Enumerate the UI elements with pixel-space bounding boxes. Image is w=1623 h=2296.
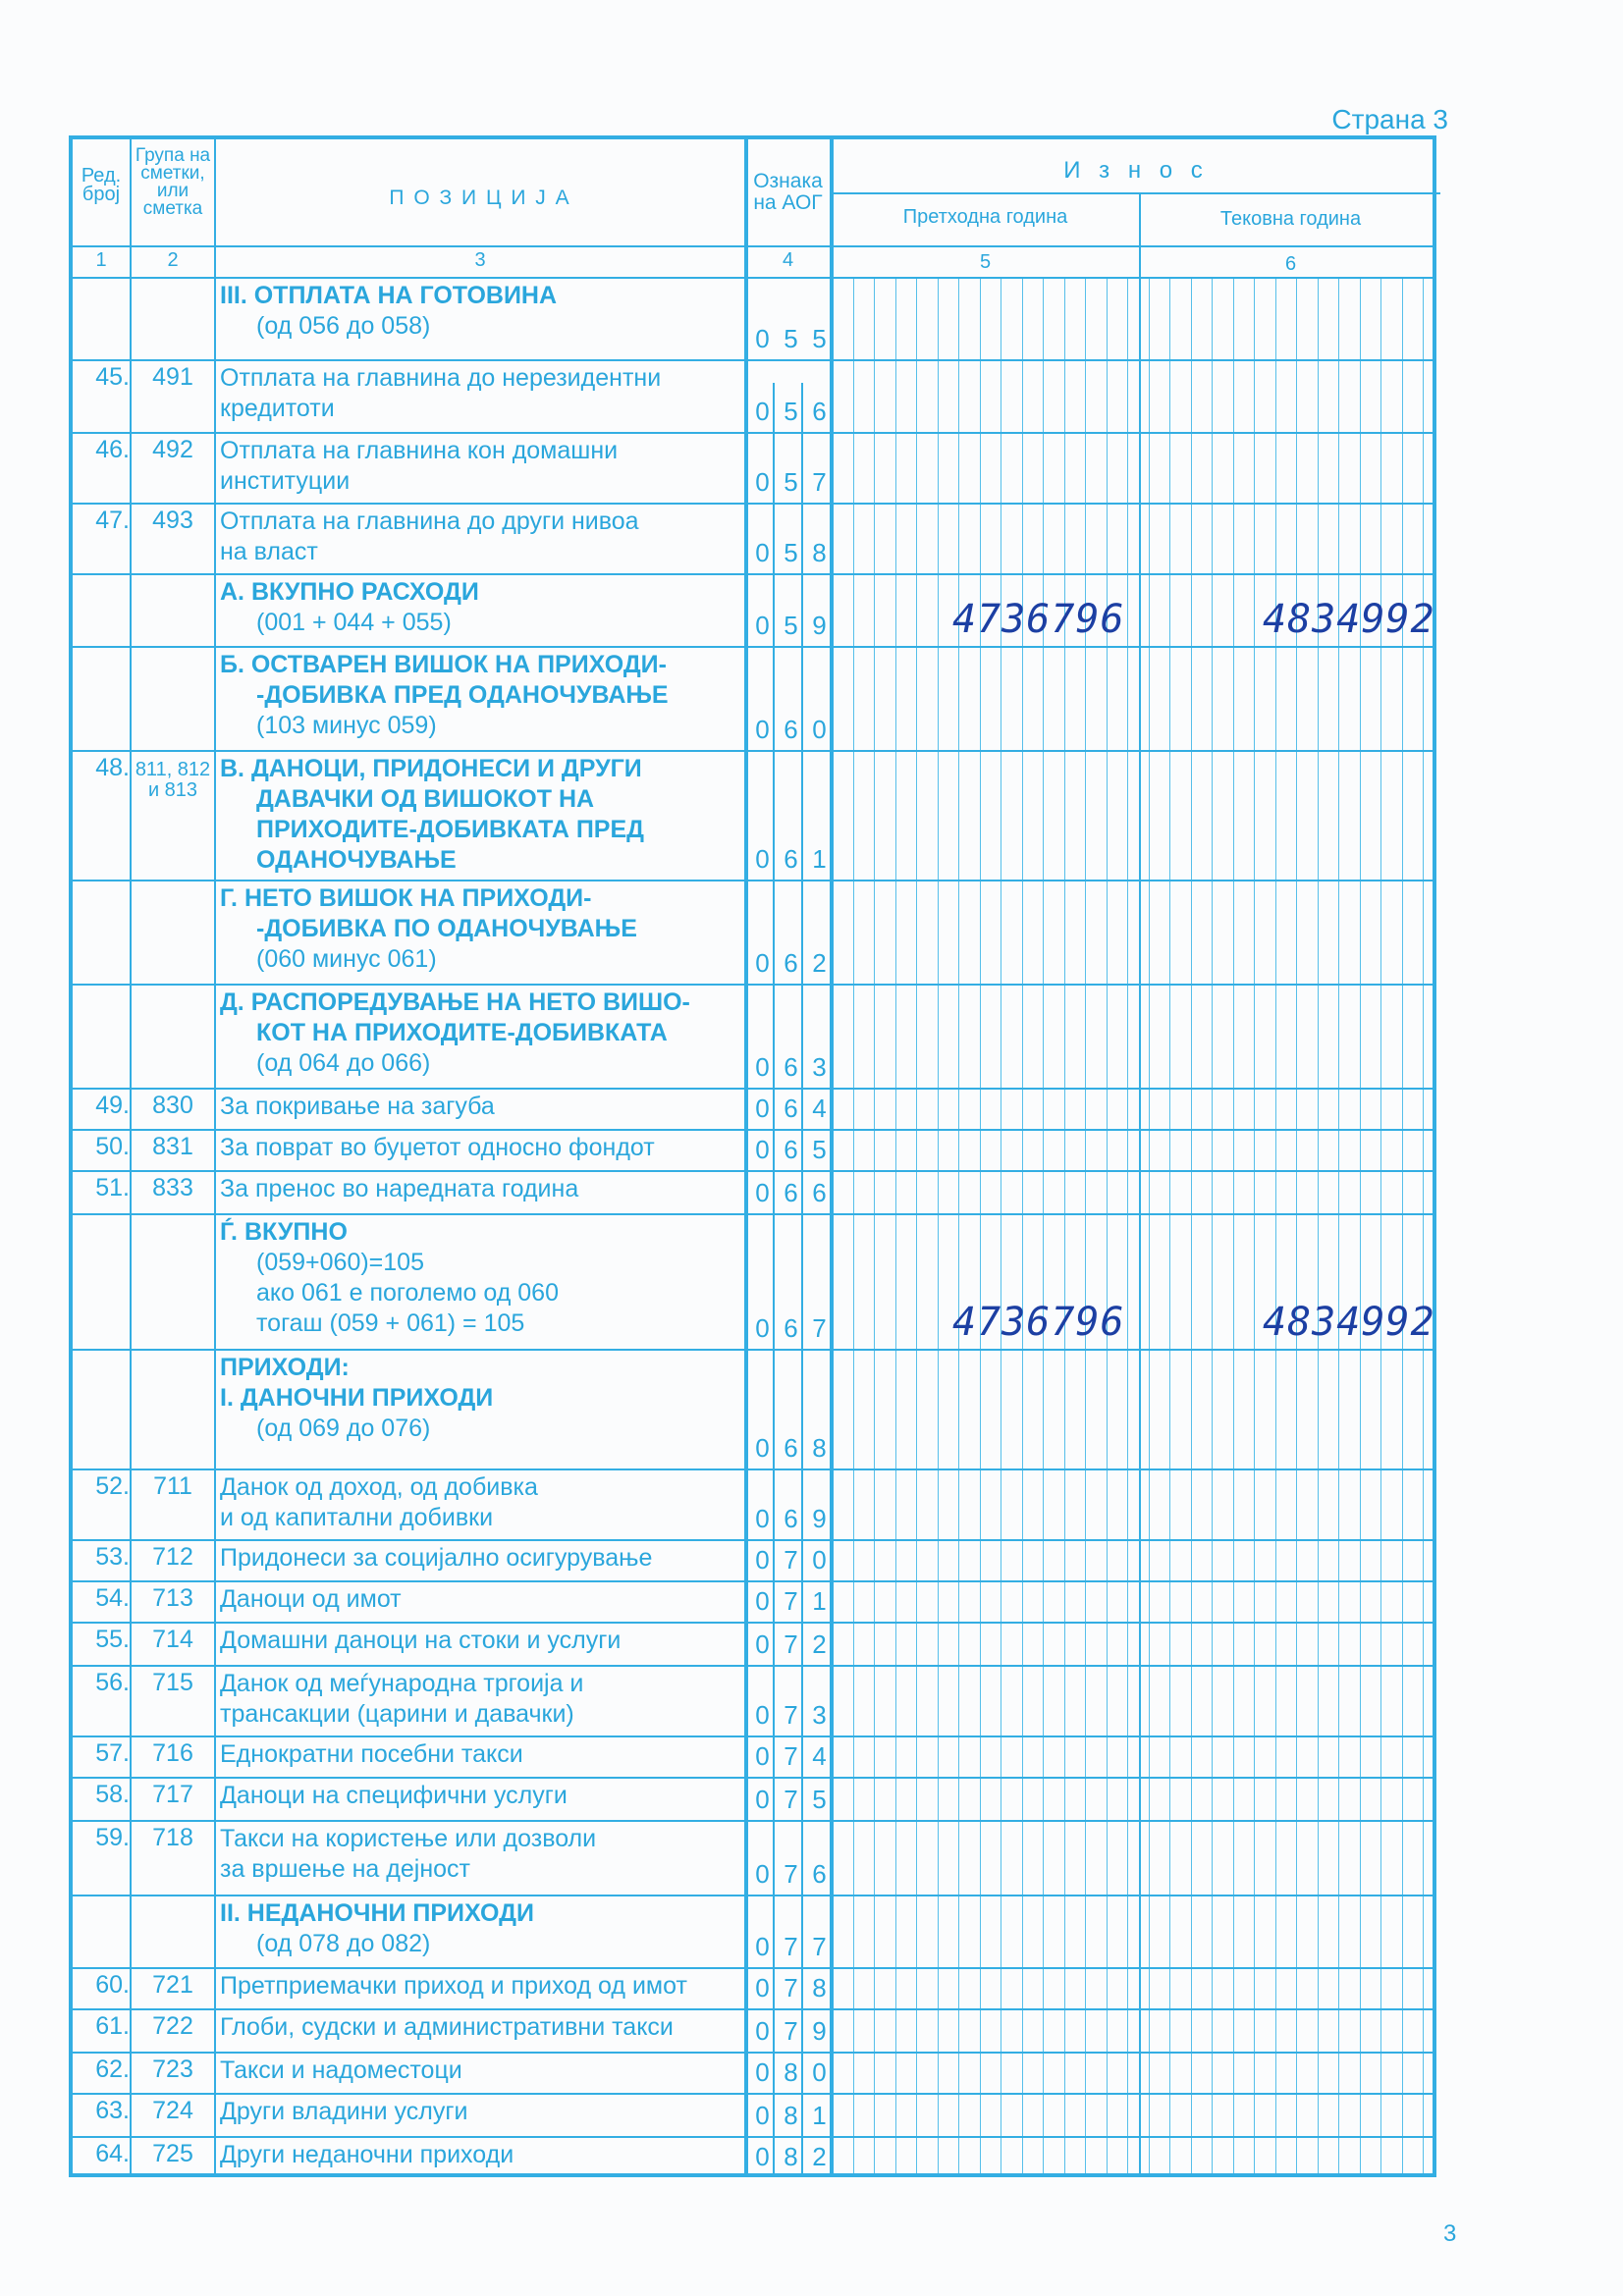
table-row xyxy=(73,2136,1433,2177)
position-text xyxy=(220,883,799,975)
aog-code xyxy=(748,1135,835,1165)
header-current-year: Тековна година xyxy=(1219,208,1362,230)
aog-code xyxy=(748,1052,835,1083)
row-number: 53. xyxy=(95,1543,130,1571)
aog-digit: 7 xyxy=(784,1932,798,1961)
position-text xyxy=(220,754,799,876)
position-line: Претприемачки приход и приход од имот xyxy=(220,1972,687,2000)
position-line: Глоби, судски и административни такси xyxy=(220,2013,674,2041)
aog-digit: 0 xyxy=(755,715,770,744)
column-number-4: 4 xyxy=(782,249,794,271)
column-number-3: 3 xyxy=(474,249,486,271)
aog-digit: 4 xyxy=(812,1741,827,1771)
aog-digit: 1 xyxy=(812,2101,827,2130)
aog-digit: 0 xyxy=(755,2057,770,2087)
previous-year-amount: 4736796 xyxy=(952,597,1125,642)
section-heading: ПРИХОДИ: xyxy=(220,1354,350,1381)
position-line: и од капитални добивки xyxy=(220,1504,494,1531)
position-text xyxy=(220,2056,799,2086)
aog-digit: 0 xyxy=(755,844,770,874)
position-title: Г. НЕТО ВИШОК НА ПРИХОДИ- xyxy=(220,884,592,912)
position-text xyxy=(220,1824,799,1885)
aog-digit: 5 xyxy=(812,1785,827,1814)
row-number: 57. xyxy=(95,1739,130,1767)
account-code: 716 xyxy=(152,1739,193,1767)
aog-digit: 6 xyxy=(812,397,827,426)
aog-digit: 7 xyxy=(812,1313,827,1343)
table-row xyxy=(73,1539,1433,1580)
aog-digit: 5 xyxy=(784,467,798,497)
aog-digit: 0 xyxy=(755,467,770,497)
account-code: 712 xyxy=(152,1543,193,1571)
aog-digit: 0 xyxy=(755,1586,770,1616)
column-number-6: 6 xyxy=(1284,253,1297,275)
current-year-amount: 4834992 xyxy=(1263,1300,1435,1345)
position-line: за вршење на дејност xyxy=(220,1855,470,1883)
account-code: 718 xyxy=(152,1824,193,1851)
aog-digit: 1 xyxy=(812,1586,827,1616)
position-title: А. ВКУПНО РАСХОДИ xyxy=(220,578,479,606)
aog-code xyxy=(748,715,835,745)
aog-code xyxy=(748,1504,835,1534)
position-line: трансакции (царини и давачки) xyxy=(220,1700,574,1728)
account-code: 830 xyxy=(152,1092,193,1119)
aog-digit: 7 xyxy=(784,1545,798,1575)
aog-code xyxy=(748,1629,835,1660)
account-code: 715 xyxy=(152,1669,193,1696)
account-code: 717 xyxy=(152,1781,193,1808)
account-code: 721 xyxy=(152,1971,193,1999)
aog-code xyxy=(748,1859,835,1890)
aog-code xyxy=(748,2016,835,2047)
aog-digit: 0 xyxy=(755,1859,770,1889)
position-title-line: КОТ НА ПРИХОДИТЕ-ДОБИВКАТА xyxy=(256,1019,668,1046)
table-row xyxy=(73,1088,1433,1129)
table-row xyxy=(73,1622,1433,1665)
position-line: Даноци на специфични услуги xyxy=(220,1782,568,1809)
aog-digit: 6 xyxy=(784,1052,798,1082)
position-line: За покривање на загуба xyxy=(220,1093,495,1120)
row-number: 52. xyxy=(95,1472,130,1500)
row-number: 48. xyxy=(95,754,130,781)
previous-year-amount: 4736796 xyxy=(952,1300,1125,1345)
position-text xyxy=(220,1669,799,1730)
aog-code xyxy=(748,1785,835,1815)
table-row xyxy=(73,750,1433,880)
table-row xyxy=(73,1580,1433,1622)
aog-digit: 2 xyxy=(812,948,827,978)
table-row xyxy=(73,432,1433,503)
position-line: Даноци од имот xyxy=(220,1585,402,1613)
aog-digit: 0 xyxy=(755,2101,770,2130)
aog-digit: 6 xyxy=(784,715,798,744)
aog-digit: 6 xyxy=(812,1859,827,1889)
header-row-number: Ред. број xyxy=(81,165,122,205)
table-row xyxy=(73,984,1433,1088)
position-text xyxy=(220,1353,799,1444)
position-subtitle: (103 минус 059) xyxy=(256,712,437,739)
aog-digit: 0 xyxy=(755,1135,770,1164)
position-line: Отплата на главнина до други нивоа xyxy=(220,507,639,535)
account-code: 833 xyxy=(152,1174,193,1201)
aog-digit: 0 xyxy=(755,2016,770,2046)
aog-digit: 0 xyxy=(755,1932,770,1961)
position-text xyxy=(220,650,799,741)
table-row xyxy=(73,1665,1433,1735)
aog-digit: 0 xyxy=(755,611,770,640)
position-title: II. НЕДАНОЧНИ ПРИХОДИ xyxy=(220,1899,534,1927)
aog-code xyxy=(748,948,835,979)
aog-digit: 7 xyxy=(784,2016,798,2046)
row-number: 49. xyxy=(95,1092,130,1119)
table-row xyxy=(73,1967,1433,2008)
aog-digit: 6 xyxy=(784,1094,798,1123)
aog-code xyxy=(748,844,835,875)
aog-digit: 0 xyxy=(755,1545,770,1575)
position-text xyxy=(220,1472,799,1533)
aog-digit: 3 xyxy=(812,1700,827,1730)
position-line: на власт xyxy=(220,538,318,565)
position-line: Придонеси за социјално осигурување xyxy=(220,1544,653,1572)
account-code: 811, 812 и 813 xyxy=(135,759,211,801)
account-code: 724 xyxy=(152,2097,193,2124)
position-title-line: -ДОБИВКА ПО ОДАНОЧУВАЊЕ xyxy=(256,915,637,942)
table-row xyxy=(73,1735,1433,1777)
header-previous-year: Претходна година xyxy=(902,206,1068,228)
aog-digit: 9 xyxy=(812,2016,827,2046)
account-code: 831 xyxy=(152,1133,193,1160)
position-line: Такси на користење или дозволи xyxy=(220,1825,597,1852)
aog-code xyxy=(748,1973,835,2003)
aog-code xyxy=(748,397,835,427)
position-title: III. ОТПЛАТА НА ГОТОВИНА xyxy=(220,282,558,309)
position-text xyxy=(220,577,799,638)
table-row xyxy=(73,1777,1433,1820)
position-text xyxy=(220,1174,799,1204)
row-number: 46. xyxy=(95,436,130,463)
position-subtitle: (од 064 до 066) xyxy=(256,1049,431,1077)
column-number-1: 1 xyxy=(95,249,107,271)
position-title: Ѓ. ВКУПНО xyxy=(220,1218,348,1246)
header-position: П О З И Ц И Ј А xyxy=(389,187,571,209)
aog-digit: 7 xyxy=(812,1932,827,1961)
position-text xyxy=(220,436,799,497)
position-line: Данок од меѓународна тргоија и xyxy=(220,1670,584,1697)
row-number: 64. xyxy=(95,2140,130,2167)
page-label: Страна 3 xyxy=(1331,104,1448,134)
aog-digit: 6 xyxy=(784,1504,798,1533)
header-amount: И з н о с xyxy=(1063,157,1209,184)
aog-digit: 0 xyxy=(755,1785,770,1814)
header-aog: Ознака на АОГ xyxy=(753,170,823,214)
aog-digit: 2 xyxy=(812,2142,827,2171)
aog-digit: 5 xyxy=(784,397,798,426)
position-text xyxy=(220,1584,799,1615)
aog-digit: 6 xyxy=(812,1178,827,1207)
aog-code xyxy=(748,2142,835,2172)
column-number-2: 2 xyxy=(167,249,179,271)
column-number-5: 5 xyxy=(979,251,992,273)
table-row xyxy=(73,1820,1433,1895)
table-row xyxy=(73,646,1433,750)
row-number: 51. xyxy=(95,1174,130,1201)
position-line: За поврат во буџетот односно фондот xyxy=(220,1134,655,1161)
aog-digit: 0 xyxy=(755,1178,770,1207)
position-subtitle: (060 минус 061) xyxy=(256,945,437,973)
header-account-group: Група на сметки, или сметка xyxy=(135,145,211,219)
aog-code xyxy=(748,538,835,568)
position-line: Други неданочни приходи xyxy=(220,2141,514,2168)
row-number: 59. xyxy=(95,1824,130,1851)
aog-code xyxy=(748,2057,835,2088)
aog-digit: 5 xyxy=(812,1135,827,1164)
position-line: Данок од доход, од добивка xyxy=(220,1473,538,1501)
position-title-line: -ДОБИВКА ПРЕД ОДАНОЧУВАЊЕ xyxy=(256,681,669,709)
position-line: Такси и надоместоци xyxy=(220,2056,462,2084)
aog-digit: 7 xyxy=(784,1785,798,1814)
position-text xyxy=(220,988,799,1079)
aog-code xyxy=(748,1700,835,1731)
table-row xyxy=(73,1468,1433,1539)
table-row xyxy=(73,1895,1433,1967)
aog-code xyxy=(748,467,835,498)
position-text xyxy=(220,1543,799,1574)
aog-digit: 8 xyxy=(812,538,827,567)
table-row xyxy=(73,503,1433,573)
aog-code xyxy=(748,1178,835,1208)
aog-code xyxy=(748,1313,835,1344)
aog-digit: 6 xyxy=(784,844,798,874)
account-code: 725 xyxy=(152,2140,193,2167)
aog-digit: 7 xyxy=(784,1700,798,1730)
table-row xyxy=(73,359,1433,432)
row-number: 45. xyxy=(95,363,130,391)
aog-code xyxy=(748,324,835,354)
position-subtitle: (059+060)=105 xyxy=(256,1249,424,1276)
table-row xyxy=(73,1349,1433,1468)
position-title: I. ДАНОЧНИ ПРИХОДИ xyxy=(220,1384,494,1412)
position-text xyxy=(220,1739,799,1770)
position-text xyxy=(220,2140,799,2170)
position-text xyxy=(220,1781,799,1811)
position-line: За пренос во наредната година xyxy=(220,1175,579,1202)
position-line: кредитоти xyxy=(220,395,335,422)
aog-digit: 5 xyxy=(812,324,827,353)
aog-digit: 9 xyxy=(812,1504,827,1533)
aog-digit: 0 xyxy=(755,1094,770,1123)
position-text xyxy=(220,1626,799,1656)
aog-digit: 2 xyxy=(812,1629,827,1659)
aog-digit: 0 xyxy=(755,1313,770,1343)
row-number: 63. xyxy=(95,2097,130,2124)
aog-digit: 0 xyxy=(755,948,770,978)
table-row xyxy=(73,1213,1433,1349)
table-row xyxy=(73,1170,1433,1213)
aog-digit: 7 xyxy=(784,1741,798,1771)
position-text xyxy=(220,1133,799,1163)
row-number: 50. xyxy=(95,1133,130,1160)
account-code: 711 xyxy=(153,1472,192,1500)
aog-code xyxy=(748,1433,835,1464)
page-number: 3 xyxy=(1443,2220,1457,2247)
position-line: институции xyxy=(220,467,351,495)
aog-digit: 0 xyxy=(755,1741,770,1771)
aog-digit: 3 xyxy=(812,1052,827,1082)
position-text xyxy=(220,363,799,424)
row-number: 56. xyxy=(95,1669,130,1696)
account-code: 713 xyxy=(152,1584,193,1612)
aog-digit: 5 xyxy=(784,611,798,640)
aog-digit: 7 xyxy=(784,1859,798,1889)
aog-digit: 0 xyxy=(755,1629,770,1659)
row-number: 58. xyxy=(95,1781,130,1808)
aog-digit: 1 xyxy=(812,844,827,874)
position-text xyxy=(220,1971,799,2002)
position-line: Отплата на главнина до нерезидентни xyxy=(220,364,662,392)
aog-digit: 0 xyxy=(812,2057,827,2087)
position-text xyxy=(220,507,799,567)
aog-digit: 9 xyxy=(812,611,827,640)
aog-code xyxy=(748,1586,835,1617)
position-text xyxy=(220,1898,799,1959)
aog-code xyxy=(748,1741,835,1772)
row-number: 47. xyxy=(95,507,130,534)
position-title: Б. ОСТВАРЕН ВИШОК НА ПРИХОДИ- xyxy=(220,651,667,678)
position-line: Други владини услуги xyxy=(220,2098,468,2125)
aog-digit: 7 xyxy=(812,467,827,497)
aog-digit: 8 xyxy=(784,2142,798,2171)
position-title: Д. РАСПОРЕДУВАЊЕ НА НЕТО ВИШО- xyxy=(220,988,690,1016)
aog-digit: 0 xyxy=(755,1504,770,1533)
table-row xyxy=(73,277,1433,359)
position-title: В. ДАНОЦИ, ПРИДОНЕСИ И ДРУГИ xyxy=(220,755,642,782)
aog-digit: 6 xyxy=(784,1313,798,1343)
row-number: 60. xyxy=(95,1971,130,1999)
position-text xyxy=(220,1092,799,1122)
position-subtitle: (од 078 до 082) xyxy=(256,1930,431,1957)
aog-digit: 8 xyxy=(784,2101,798,2130)
table-row xyxy=(73,880,1433,984)
aog-digit: 0 xyxy=(812,1545,827,1575)
aog-digit: 4 xyxy=(812,1094,827,1123)
position-title-line: ПРИХОДИТЕ-ДОБИВКАТА ПРЕД xyxy=(256,816,644,843)
aog-digit: 7 xyxy=(784,1586,798,1616)
aog-code xyxy=(748,1094,835,1124)
position-text xyxy=(220,2012,799,2043)
account-code: 493 xyxy=(152,507,193,534)
account-code: 722 xyxy=(152,2012,193,2040)
row-number: 62. xyxy=(95,2056,130,2083)
account-code: 491 xyxy=(152,363,193,391)
position-title-line: ОДАНОЧУВАЊЕ xyxy=(256,846,457,874)
aog-code xyxy=(748,1932,835,1962)
aog-digit: 8 xyxy=(812,1973,827,2002)
row-number: 55. xyxy=(95,1626,130,1653)
table-row xyxy=(73,1129,1433,1170)
position-text xyxy=(220,1217,799,1339)
aog-digit: 5 xyxy=(784,324,798,353)
aog-digit: 6 xyxy=(784,1433,798,1463)
aog-digit: 0 xyxy=(755,1700,770,1730)
table-row xyxy=(73,2093,1433,2136)
position-text xyxy=(220,2097,799,2127)
position-line: Домашни даноци на стоки и услуги xyxy=(220,1627,622,1654)
aog-digit: 5 xyxy=(784,538,798,567)
position-subtitle: тогаш (059 + 061) = 105 xyxy=(256,1309,525,1337)
position-subtitle: (001 + 044 + 055) xyxy=(256,609,452,636)
aog-digit: 6 xyxy=(784,948,798,978)
table-row xyxy=(73,573,1433,646)
position-line: Еднократни посебни такси xyxy=(220,1740,523,1768)
aog-digit: 7 xyxy=(784,1629,798,1659)
aog-code xyxy=(748,611,835,641)
position-line: Отплата на главнина кон домашни xyxy=(220,437,619,464)
row-number: 61. xyxy=(95,2012,130,2040)
aog-digit: 0 xyxy=(755,1052,770,1082)
aog-digit: 0 xyxy=(755,324,770,353)
balance-form-table xyxy=(69,135,1436,2177)
position-subtitle: ако 061 е поголемо од 060 xyxy=(256,1279,559,1307)
aog-digit: 8 xyxy=(784,2057,798,2087)
position-subtitle: (од 056 до 058) xyxy=(256,312,431,340)
table-row xyxy=(73,2008,1433,2052)
aog-digit: 0 xyxy=(755,2142,770,2171)
current-year-amount: 4834992 xyxy=(1263,597,1435,642)
position-text xyxy=(220,281,799,342)
position-subtitle: (од 069 до 076) xyxy=(256,1415,431,1442)
aog-code xyxy=(748,2101,835,2131)
aog-code xyxy=(748,1545,835,1575)
aog-digit: 6 xyxy=(784,1135,798,1164)
aog-digit: 0 xyxy=(755,538,770,567)
account-code: 492 xyxy=(152,436,193,463)
row-number: 54. xyxy=(95,1584,130,1612)
position-title-line: ДАВАЧКИ ОД ВИШОКОТ НА xyxy=(256,785,595,813)
aog-digit: 0 xyxy=(755,1433,770,1463)
account-code: 723 xyxy=(152,2056,193,2083)
aog-digit: 8 xyxy=(812,1433,827,1463)
table-row xyxy=(73,2052,1433,2093)
aog-digit: 0 xyxy=(755,1973,770,2002)
aog-digit: 0 xyxy=(812,715,827,744)
aog-digit: 6 xyxy=(784,1178,798,1207)
aog-digit: 0 xyxy=(755,397,770,426)
aog-digit: 7 xyxy=(784,1973,798,2002)
account-code: 714 xyxy=(152,1626,193,1653)
